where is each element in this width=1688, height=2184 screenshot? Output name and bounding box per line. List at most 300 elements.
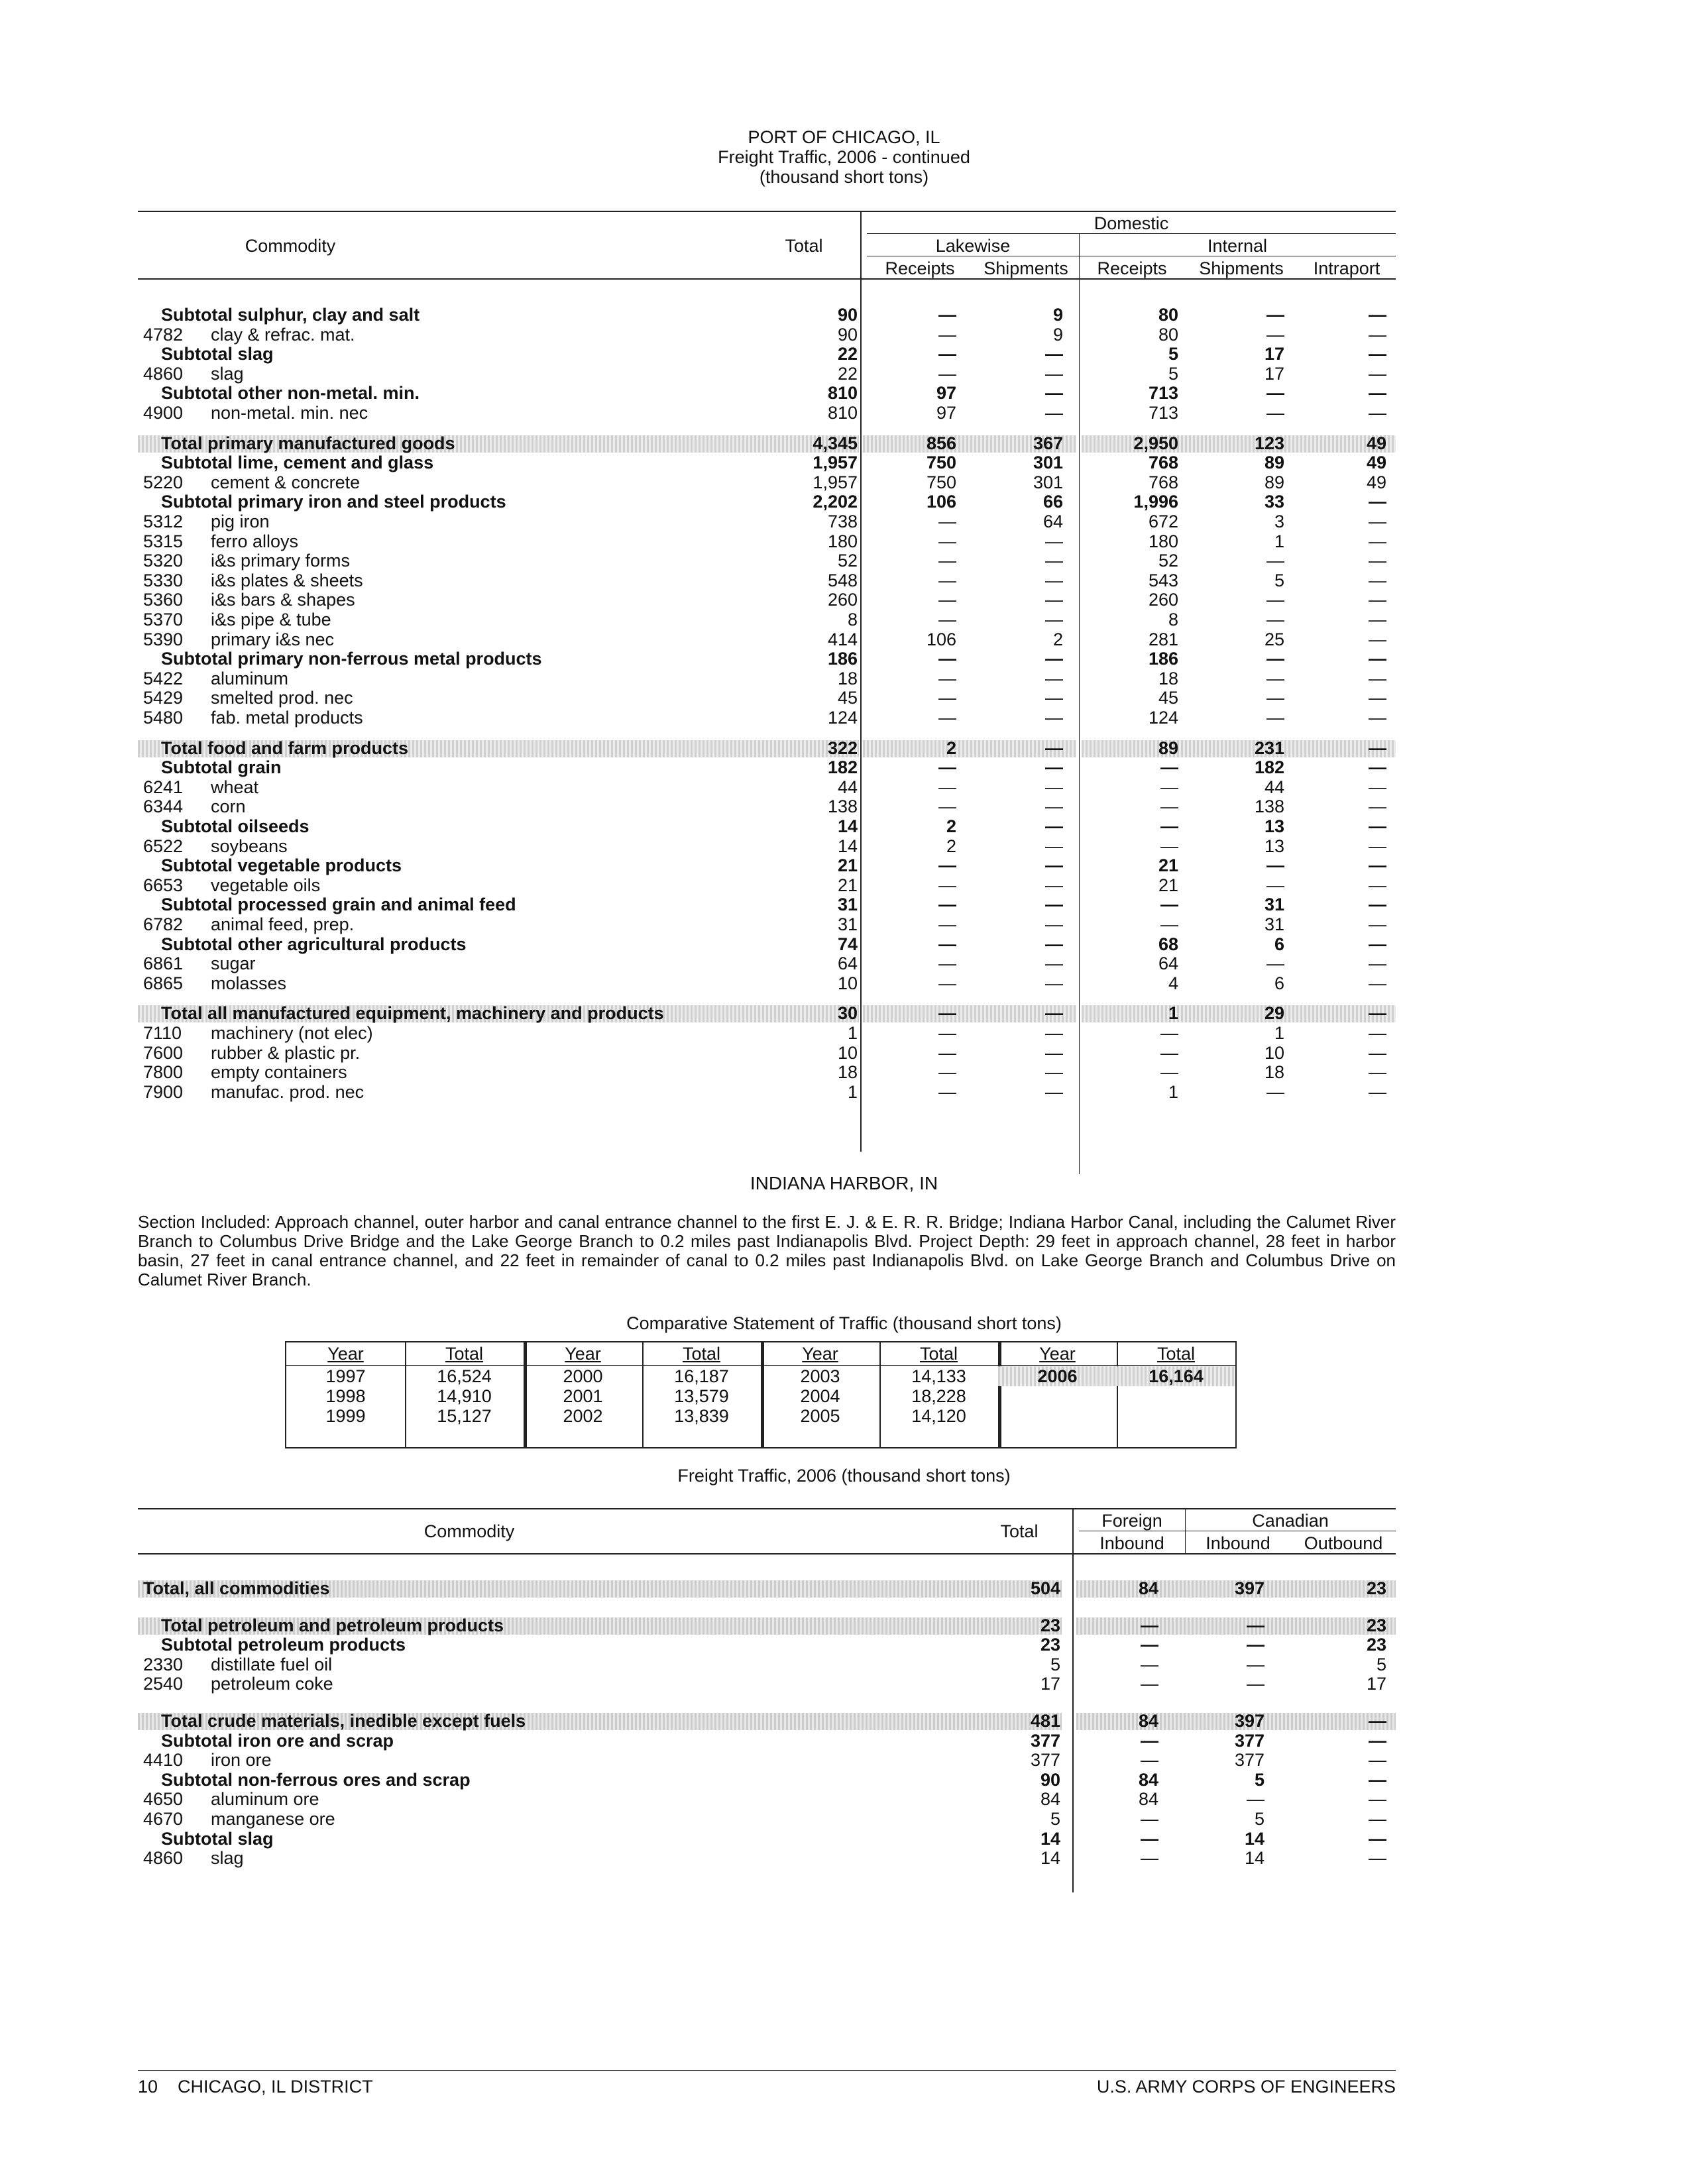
cell-ls: —: [1045, 895, 1063, 915]
commodity-name: empty containers: [211, 1062, 347, 1083]
cell-total: 21: [837, 875, 858, 895]
cell-lr: —: [938, 305, 956, 325]
commodity-code: 5370: [143, 610, 184, 629]
cell-ir: —: [1160, 836, 1178, 856]
header-lakewise-shipments: Shipments: [984, 258, 1068, 278]
cell-ls: 367: [1033, 433, 1063, 453]
cell-ia: —: [1369, 688, 1386, 708]
commodity-code: 5390: [143, 629, 184, 649]
cell-ia: —: [1369, 363, 1386, 384]
footer-right: U.S. ARMY CORPS OF ENGINEERS: [1096, 2077, 1396, 2097]
cell-ls: —: [1045, 737, 1063, 758]
cell-ir: 64: [1158, 954, 1178, 974]
commodity-name: Subtotal slag: [161, 344, 274, 364]
cell-ls: —: [1045, 816, 1063, 836]
cell-fi: —: [1141, 1635, 1158, 1655]
cell-lr: 2: [946, 737, 956, 758]
comparative-total: 14,120: [911, 1406, 966, 1426]
commodity-name: primary i&s nec: [211, 629, 335, 649]
cell-lr: —: [938, 363, 956, 384]
table-row: [138, 708, 1396, 728]
subtotal-row: [138, 895, 1396, 914]
commodity-name: soybeans: [211, 836, 288, 856]
commodity-name: iron ore: [211, 1750, 272, 1771]
comparative-year: 1999: [325, 1406, 366, 1426]
cell-ir: —: [1160, 757, 1178, 778]
commodity-name: wheat: [211, 777, 259, 797]
cell-ls: —: [1045, 1003, 1063, 1024]
cell-ia: —: [1369, 796, 1386, 817]
cell-total: 4,345: [813, 433, 858, 453]
cell-is: 231: [1254, 737, 1284, 758]
commodity-code: 5330: [143, 570, 184, 590]
commodity-code: 4900: [143, 403, 184, 423]
comparative-total: 18,228: [911, 1386, 966, 1406]
cell-ls: —: [1045, 875, 1063, 895]
commodity-name: fab. metal products: [211, 708, 363, 728]
cell-total: 138: [827, 796, 858, 817]
footer-rule: [138, 2070, 1396, 2071]
cell-ir: —: [1160, 1023, 1178, 1043]
cell-fi: 84: [1138, 1711, 1158, 1731]
cell-ls: 2: [1052, 629, 1063, 649]
cell-ir: 18: [1158, 668, 1178, 688]
commodity-name: molasses: [211, 973, 287, 993]
cell-ls: —: [1045, 914, 1063, 934]
cell-fi: 84: [1138, 1769, 1158, 1790]
cell-ia: —: [1369, 954, 1386, 974]
cell-lr: —: [938, 1062, 956, 1083]
table-row: [138, 914, 1396, 934]
cell-is: 6: [1274, 973, 1284, 993]
header-total: Total: [785, 236, 823, 256]
cell-ia: —: [1369, 649, 1386, 669]
commodity-name: manufac. prod. nec: [211, 1081, 365, 1102]
cell-total: 14: [1040, 1828, 1060, 1849]
cell-total: 414: [827, 629, 858, 649]
table-row: [138, 669, 1396, 688]
cell-total: 14: [837, 836, 858, 856]
cell-is: —: [1266, 668, 1284, 688]
cell-total: 5: [1050, 1654, 1060, 1674]
cell-co: 5: [1376, 1654, 1386, 1674]
commodity-name: manganese ore: [211, 1809, 335, 1829]
commodity-code: 6861: [143, 954, 184, 974]
comparative-table: [285, 1341, 1237, 1448]
comparative-total: 15,127: [437, 1406, 492, 1426]
commodity-code: 5480: [143, 708, 184, 728]
cell-ls: —: [1045, 649, 1063, 669]
cell-ir: 4: [1168, 973, 1178, 993]
cell-ir: 80: [1158, 305, 1178, 325]
cell-lr: 2: [946, 816, 956, 836]
commodity-name: rubber & plastic pr.: [211, 1042, 361, 1063]
cell-total: 10: [837, 973, 858, 993]
comparative-year: 1998: [325, 1386, 366, 1406]
cell-ls: 9: [1052, 305, 1063, 325]
page-title: PORT OF CHICAGO, IL: [748, 127, 940, 147]
subtotal-row: [138, 1829, 1396, 1849]
cell-fi: —: [1141, 1809, 1158, 1829]
cell-ci: 14: [1244, 1828, 1265, 1849]
cell-total: 124: [827, 708, 858, 728]
commodity-code: 5312: [143, 512, 184, 531]
page-title-block: [0, 127, 1688, 187]
cell-lr: —: [938, 1081, 956, 1102]
cell-lr: 106: [926, 629, 956, 649]
cell-total: 260: [827, 590, 858, 610]
commodity-name: Subtotal petroleum products: [161, 1635, 406, 1655]
commodity-code: 5320: [143, 551, 184, 571]
commodity-name: non-metal. min. nec: [211, 403, 368, 423]
cell-ia: —: [1369, 1023, 1386, 1043]
cell-ir: 45: [1158, 688, 1178, 708]
cell-co: —: [1369, 1711, 1386, 1731]
cell-co: 23: [1366, 1635, 1386, 1655]
comparative-year-header: Year: [1039, 1344, 1076, 1364]
cell-ls: —: [1045, 757, 1063, 778]
comparative-total: 14,910: [437, 1386, 492, 1406]
commodity-name: Total petroleum and petroleum products: [161, 1615, 504, 1635]
table-row: [138, 512, 1396, 531]
cell-lr: —: [938, 570, 956, 590]
cell-ls: —: [1045, 383, 1063, 404]
header-lakewise: Lakewise: [935, 236, 1011, 256]
page-units: (thousand short tons): [759, 167, 929, 187]
section-included-text: Section Included: Approach channel, outer harbor and canal entrance channel to the first E. J. & E. R. R. Bridge; Indiana Harbor Canal, including the Calumet River Branch to Columbus Drive Bridge and the Lake George Branch to 0.2 miles past Indianapolis Blvd. Project Depth: 29 feet in approach channel, 28 feet in harbor basin, 27 feet in canal entrance channel, and 22 feet in remainder of canal to 0.2 miles past Indianapolis Blvd. on Lake George Branch and Columbus Drive on Calumet River Branch.: [138, 1212, 1396, 1289]
commodity-name: Total all manufactured equipment, machinery and products: [161, 1003, 664, 1024]
cell-co: —: [1369, 1809, 1386, 1829]
cell-ia: 49: [1366, 453, 1386, 473]
cell-co: —: [1369, 1750, 1386, 1771]
table-row: [138, 403, 1396, 423]
subtotal-row: [138, 1770, 1396, 1790]
subtotal-row: [138, 855, 1396, 875]
cell-is: 3: [1274, 512, 1284, 531]
cell-lr: —: [938, 344, 956, 364]
table-row: [138, 1789, 1396, 1809]
cell-lr: 750: [926, 453, 956, 473]
cell-co: 23: [1366, 1615, 1386, 1635]
cell-ia: —: [1369, 629, 1386, 649]
cell-total: 23: [1040, 1615, 1060, 1635]
commodity-name: aluminum: [211, 668, 289, 688]
cell-is: 31: [1264, 895, 1284, 915]
cell-ia: —: [1369, 492, 1386, 512]
cell-ir: 52: [1158, 551, 1178, 571]
cell-total: 322: [827, 737, 858, 758]
cell-lr: 97: [936, 403, 956, 423]
table-row: [138, 1750, 1396, 1770]
cell-co: 23: [1366, 1578, 1386, 1598]
cell-ia: —: [1369, 610, 1386, 629]
table-row: [138, 1062, 1396, 1082]
cell-ia: —: [1369, 531, 1386, 551]
cell-lr: —: [938, 777, 956, 797]
subtotal-row: [138, 816, 1396, 836]
cell-total: 18: [837, 668, 858, 688]
commodity-name: Subtotal iron ore and scrap: [161, 1730, 394, 1751]
total-row: [138, 433, 1396, 453]
cell-ls: —: [1045, 1042, 1063, 1063]
commodity-code: 4410: [143, 1750, 184, 1771]
table-row: [138, 551, 1396, 571]
commodity-name: Subtotal sulphur, clay and salt: [161, 305, 420, 325]
cell-is: —: [1266, 688, 1284, 708]
comparative-year: 2006: [998, 1366, 1117, 1386]
commodity-name: Subtotal other non-metal. min.: [161, 383, 420, 404]
cell-ir: 768: [1148, 453, 1178, 473]
commodity-name: Subtotal slag: [161, 1828, 274, 1849]
cell-co: —: [1369, 1769, 1386, 1790]
cell-is: 6: [1274, 934, 1284, 954]
commodity-code: 2330: [143, 1654, 184, 1674]
table-row: [138, 472, 1396, 492]
commodity-name: smelted prod. nec: [211, 688, 353, 708]
cell-ia: —: [1369, 512, 1386, 531]
cell-is: 138: [1254, 796, 1284, 817]
cell-ir: 186: [1148, 649, 1178, 669]
cell-ia: —: [1369, 1062, 1386, 1083]
cell-ls: 9: [1052, 324, 1063, 345]
cell-ia: —: [1369, 383, 1386, 404]
commodity-name: Subtotal grain: [161, 757, 282, 778]
table-row: [138, 796, 1396, 816]
cell-total: 10: [837, 1042, 858, 1063]
cell-fi: —: [1141, 1828, 1158, 1849]
cell-lr: —: [938, 875, 956, 895]
cell-lr: —: [938, 708, 956, 728]
cell-total: 52: [837, 551, 858, 571]
commodity-name: pig iron: [211, 512, 270, 531]
cell-ir: 260: [1148, 590, 1178, 610]
cell-ia: —: [1369, 875, 1386, 895]
cell-ci: 377: [1234, 1750, 1265, 1771]
table-row: [138, 531, 1396, 551]
cell-total: 186: [827, 649, 858, 669]
cell-ls: —: [1045, 570, 1063, 590]
cell-ia: —: [1369, 708, 1386, 728]
cell-is: 29: [1264, 1003, 1284, 1024]
cell-lr: —: [938, 895, 956, 915]
cell-total: 90: [1040, 1769, 1060, 1790]
cell-is: 13: [1264, 816, 1284, 836]
cell-lr: —: [938, 531, 956, 551]
commodity-name: clay & refrac. mat.: [211, 324, 355, 345]
cell-ls: —: [1045, 551, 1063, 571]
cell-ir: 672: [1148, 512, 1178, 531]
cell-ir: 713: [1148, 383, 1178, 404]
cell-total: 8: [847, 610, 858, 629]
header-lakewise-receipts: Receipts: [885, 258, 955, 278]
table-row: [138, 1809, 1396, 1829]
cell-ir: —: [1160, 816, 1178, 836]
commodity-code: 7900: [143, 1081, 184, 1102]
cell-co: —: [1369, 1828, 1386, 1849]
commodity-code: 5220: [143, 472, 184, 492]
cell-lr: —: [938, 649, 956, 669]
comparative-year: 2003: [800, 1366, 840, 1386]
comparative-total: 16,524: [437, 1366, 492, 1386]
cell-total: 31: [837, 914, 858, 934]
cell-ci: —: [1247, 1635, 1265, 1655]
cell-is: 10: [1264, 1042, 1284, 1063]
commodity-name: distillate fuel oil: [211, 1654, 333, 1674]
cell-is: 13: [1264, 836, 1284, 856]
header-domestic: Domestic: [1094, 213, 1169, 233]
commodity-code: 7110: [143, 1023, 182, 1043]
cell-total: 23: [1040, 1635, 1060, 1655]
cell-total: 14: [837, 816, 858, 836]
cell-ls: —: [1045, 777, 1063, 797]
subtotal-row: [138, 934, 1396, 954]
comparative-total-header: Total: [1156, 1344, 1196, 1364]
cell-ci: 377: [1234, 1730, 1265, 1751]
cell-is: 182: [1254, 757, 1284, 778]
commodity-name: Subtotal non-ferrous ores and scrap: [161, 1769, 471, 1790]
cell-lr: 2: [946, 836, 956, 856]
comparative-total: 14,133: [911, 1366, 966, 1386]
cell-is: —: [1266, 403, 1284, 423]
commodity-name: petroleum coke: [211, 1674, 333, 1694]
subtotal-row: [138, 1731, 1396, 1751]
cell-ci: 5: [1254, 1809, 1265, 1829]
cell-ls: —: [1045, 708, 1063, 728]
cell-is: 1: [1274, 1023, 1284, 1043]
cell-ia: —: [1369, 1003, 1386, 1024]
commodity-name: sugar: [211, 954, 256, 974]
cell-is: —: [1266, 855, 1284, 876]
commodity-name: aluminum ore: [211, 1789, 319, 1810]
cell-ia: —: [1369, 324, 1386, 345]
cell-ia: —: [1369, 895, 1386, 915]
cell-ir: 68: [1158, 934, 1178, 954]
cell-ia: —: [1369, 914, 1386, 934]
cell-is: 33: [1264, 492, 1284, 512]
commodity-code: 5422: [143, 668, 184, 688]
cell-ia: —: [1369, 757, 1386, 778]
table-top-rule: [138, 211, 1396, 212]
total-row: [138, 1615, 1396, 1635]
comparative-total: 16,164: [1117, 1366, 1235, 1386]
cell-ls: —: [1045, 1062, 1063, 1083]
cell-lr: —: [938, 512, 956, 531]
table-row: [138, 1655, 1396, 1674]
cell-is: —: [1266, 954, 1284, 974]
comparative-total: 16,187: [674, 1366, 729, 1386]
comparative-year-header: Year: [565, 1344, 601, 1364]
header-canadian: Canadian: [1252, 1511, 1329, 1531]
cell-ci: 397: [1234, 1711, 1265, 1731]
cell-ir: 713: [1148, 403, 1178, 423]
cell-ls: 64: [1042, 512, 1063, 531]
comparative-year-header: Year: [802, 1344, 838, 1364]
cell-ir: 124: [1148, 708, 1178, 728]
cell-ir: 21: [1158, 875, 1178, 895]
cell-lr: —: [938, 934, 956, 954]
cell-total: 2,202: [813, 492, 858, 512]
cell-lr: 97: [936, 383, 956, 404]
cell-ia: —: [1369, 836, 1386, 856]
cell-is: —: [1266, 551, 1284, 571]
commodity-code: 4650: [143, 1789, 184, 1810]
cell-total: 84: [1040, 1789, 1060, 1810]
cell-ir: —: [1160, 796, 1178, 817]
subtotal-row: [138, 305, 1396, 325]
cell-co: 17: [1366, 1674, 1386, 1694]
cell-ia: —: [1369, 973, 1386, 993]
commodity-code: 5360: [143, 590, 184, 610]
header-internal-shipments: Shipments: [1199, 258, 1284, 278]
cell-is: 17: [1264, 344, 1284, 364]
subtotal-row: [138, 492, 1396, 512]
cell-ir: 80: [1158, 324, 1178, 345]
comparative-year: 2001: [563, 1386, 603, 1406]
commodity-code: 7600: [143, 1042, 184, 1063]
cell-lr: —: [938, 1003, 956, 1024]
header-foreign: Foreign: [1101, 1511, 1162, 1531]
total-row: [138, 1578, 1396, 1598]
cell-ls: —: [1045, 688, 1063, 708]
cell-ir: —: [1160, 895, 1178, 915]
commodity-name: i&s primary forms: [211, 551, 351, 571]
commodity-code: 4670: [143, 1809, 184, 1829]
comparative-year: 2002: [563, 1406, 603, 1426]
cell-ir: 180: [1148, 531, 1178, 551]
cell-ls: —: [1045, 1081, 1063, 1102]
cell-ia: —: [1369, 590, 1386, 610]
cell-fi: —: [1141, 1750, 1158, 1771]
comparative-year: 2004: [800, 1386, 840, 1406]
commodity-name: Total primary manufactured goods: [161, 433, 455, 453]
cell-ls: —: [1045, 973, 1063, 993]
cell-is: 5: [1274, 570, 1284, 590]
cell-fi: 84: [1138, 1578, 1158, 1598]
table-row: [138, 1082, 1396, 1102]
table-row: [138, 325, 1396, 345]
commodity-code: 6865: [143, 973, 184, 993]
cell-lr: —: [938, 855, 956, 876]
commodity-name: slag: [211, 363, 244, 384]
commodity-name: machinery (not elec): [211, 1023, 373, 1043]
cell-is: —: [1266, 649, 1284, 669]
cell-total: 21: [837, 855, 858, 876]
cell-ia: —: [1369, 855, 1386, 876]
commodity-name: corn: [211, 796, 246, 817]
commodity-code: 5315: [143, 531, 184, 551]
table-row: [138, 1043, 1396, 1063]
comparative-total-header: Total: [919, 1344, 958, 1364]
cell-ls: 301: [1033, 472, 1063, 492]
commodity-code: 2540: [143, 1674, 184, 1694]
cell-is: 44: [1264, 777, 1284, 797]
header-commodity: Commodity: [423, 1521, 515, 1541]
cell-total: 180: [827, 531, 858, 551]
cell-fi: 84: [1138, 1789, 1158, 1810]
cell-lr: —: [938, 590, 956, 610]
commodity-name: Total crude materials, inedible except fuels: [161, 1711, 526, 1731]
commodity-name: Subtotal processed grain and animal feed: [161, 895, 516, 915]
cell-lr: —: [938, 1023, 956, 1043]
cell-ir: 281: [1148, 629, 1178, 649]
cell-total: 44: [837, 777, 858, 797]
cell-ia: —: [1369, 305, 1386, 325]
cell-total: 18: [837, 1062, 858, 1083]
subtotal-row: [138, 453, 1396, 472]
cell-ci: —: [1247, 1615, 1265, 1635]
cell-total: 45: [837, 688, 858, 708]
cell-total: 17: [1040, 1674, 1060, 1694]
